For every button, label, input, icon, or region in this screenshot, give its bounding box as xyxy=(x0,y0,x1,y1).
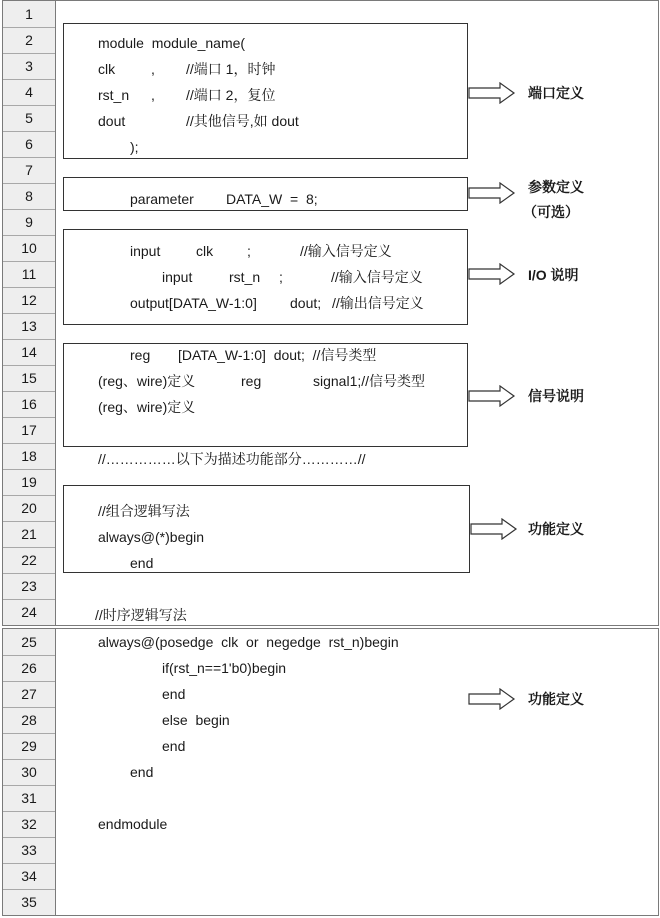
line-number: 17 xyxy=(21,422,37,438)
code-token: , xyxy=(151,87,155,103)
line-number: 24 xyxy=(21,604,37,620)
line-number: 31 xyxy=(21,790,37,806)
code-token: input xyxy=(162,269,193,285)
line-number: 21 xyxy=(21,526,37,542)
line-number: 14 xyxy=(21,344,37,360)
line-number: 33 xyxy=(21,842,37,858)
line-number: 12 xyxy=(21,292,37,308)
code-token: reg xyxy=(130,347,151,363)
code-token: clk xyxy=(196,243,214,259)
line-number: 4 xyxy=(25,84,33,100)
line-number: 3 xyxy=(25,58,33,74)
line-number: 35 xyxy=(21,894,37,910)
arrow-right-icon xyxy=(468,263,516,285)
code-line-25: always@(posedge clk or negedge rst_n)begin xyxy=(98,634,399,650)
label-port-definition: 端口定义 xyxy=(528,85,584,101)
line-number: 19 xyxy=(21,474,37,490)
code-token: rst_n xyxy=(229,269,261,285)
code-token: dout xyxy=(98,113,126,129)
code-comment: //输入信号定义 xyxy=(331,269,423,285)
arrow-right-icon xyxy=(468,385,516,407)
code-line-18: //……………以下为描述功能部分…………// xyxy=(98,451,366,467)
line-number: 27 xyxy=(21,686,37,702)
arrow-right-icon xyxy=(468,182,516,204)
line-number: 13 xyxy=(21,318,37,334)
line-number: 20 xyxy=(21,500,37,516)
code-line-22: end xyxy=(130,555,154,571)
line-number: 18 xyxy=(21,448,37,464)
line-number: 6 xyxy=(25,136,33,152)
label-signal-description: 信号说明 xyxy=(528,388,584,404)
code-token: rst_n xyxy=(98,87,130,103)
line-number: 26 xyxy=(21,660,37,676)
line-number: 9 xyxy=(25,214,33,230)
code-line-27: end xyxy=(162,686,186,702)
line-number: 22 xyxy=(21,552,37,568)
line-number: 16 xyxy=(21,396,37,412)
line-number: 23 xyxy=(21,578,37,594)
code-token: [DATA_W-1:0] dout; //信号类型 xyxy=(178,347,377,363)
code-token: ; xyxy=(279,269,283,285)
label-function-definition: 功能定义 xyxy=(528,691,584,707)
code-token: reg xyxy=(241,373,262,389)
code-token: output[DATA_W-1:0] xyxy=(130,295,257,311)
arrow-right-icon xyxy=(470,518,518,540)
code-line-21: always@(*)begin xyxy=(98,529,205,545)
code-table-part-1 xyxy=(2,0,659,626)
code-token: signal1;//信号类型 xyxy=(313,373,426,389)
code-line-29: end xyxy=(162,738,186,754)
code-line-20: //组合逻辑写法 xyxy=(98,503,190,519)
line-number: 30 xyxy=(21,764,37,780)
code-line-30: end xyxy=(130,764,154,780)
code-line-6: ); xyxy=(130,139,139,155)
code-token: dout; xyxy=(290,295,322,311)
code-token: DATA_W = 8; xyxy=(226,191,318,207)
code-comment: //输出信号定义 xyxy=(332,295,424,311)
line-number: 7 xyxy=(25,162,33,178)
line-number-gutter xyxy=(3,1,56,625)
code-line-16: (reg、wire)定义 xyxy=(98,399,196,415)
label-io-description: I/O 说明 xyxy=(528,267,579,283)
arrow-right-icon xyxy=(468,688,516,710)
code-token: , xyxy=(151,61,155,77)
line-number: 2 xyxy=(25,32,33,48)
line-number: 25 xyxy=(21,634,37,650)
code-comment: //端口 1，时钟 xyxy=(186,61,276,77)
code-token: clk xyxy=(98,61,116,77)
line-number-gutter xyxy=(3,629,56,915)
arrow-right-icon xyxy=(468,82,516,104)
code-line-26: if(rst_n==1'b0)begin xyxy=(162,660,287,676)
code-line-32: endmodule xyxy=(98,816,168,832)
code-table-part-2 xyxy=(2,628,659,916)
code-line-2: module module_name( xyxy=(98,35,246,51)
code-token: parameter xyxy=(130,191,194,207)
line-number: 10 xyxy=(21,240,37,256)
code-token: ; xyxy=(247,243,251,259)
code-comment: //其他信号,如 dout xyxy=(186,113,299,129)
line-number: 29 xyxy=(21,738,37,754)
label-optional: （可选） xyxy=(523,204,579,220)
line-number: 8 xyxy=(25,188,33,204)
line-number: 1 xyxy=(25,6,33,22)
line-number: 34 xyxy=(21,868,37,884)
code-line-28: else begin xyxy=(162,712,230,728)
line-number: 15 xyxy=(21,370,37,386)
code-line-24: //时序逻辑写法 xyxy=(95,607,187,623)
label-parameter-definition: 参数定义 xyxy=(528,179,584,195)
code-token: input xyxy=(130,243,161,259)
line-number: 11 xyxy=(21,266,37,282)
label-function-definition: 功能定义 xyxy=(528,521,584,537)
line-number: 5 xyxy=(25,110,33,126)
line-number: 32 xyxy=(21,816,37,832)
line-number: 28 xyxy=(21,712,37,728)
code-comment: //输入信号定义 xyxy=(300,243,392,259)
code-comment: //端口 2，复位 xyxy=(186,87,276,103)
code-token: (reg、wire)定义 xyxy=(98,373,196,389)
